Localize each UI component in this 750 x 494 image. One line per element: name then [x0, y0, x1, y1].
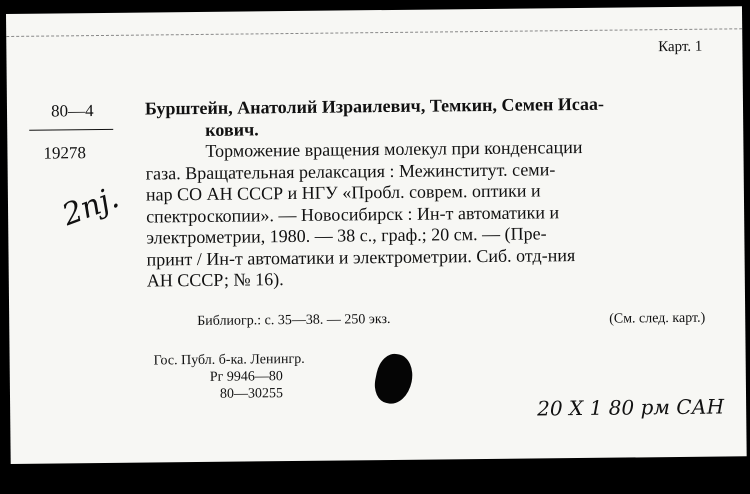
handwritten-bottom-note: 20 X 1 80 рм САН — [537, 394, 725, 421]
library-stamp — [154, 351, 306, 404]
bibliographic-entry — [145, 93, 707, 292]
entry-line: газа. Вращательная релаксация : Межинститут. семи- — [145, 158, 556, 184]
author-heading: Бурштейн, Анатолий Израилевич, Темкин, Семен Исаа- — [144, 93, 605, 119]
classification-divider — [29, 129, 113, 131]
see-next-card-note: (См. след. карт.) — [609, 310, 706, 327]
library-code: Рг 9946—80 — [209, 369, 283, 385]
entry-line: нар СО АН СССР и НГУ «Пробл. соврем. оптики и — [145, 180, 541, 205]
card-label: Карт. 1 — [658, 38, 703, 56]
entry-line: АН СССР; № 16). — [146, 269, 284, 291]
handwritten-mark: 2пj. — [57, 180, 124, 234]
top-dashed-line — [6, 28, 742, 37]
entry-line: принт / Ин-т автоматики и электрометрии. Сиб. отд-ния — [146, 244, 576, 270]
library-number: 80—30255 — [219, 386, 284, 402]
registration-number: 19278 — [43, 143, 87, 163]
entry-line: Торможение вращения молекул при конденсации — [205, 136, 583, 161]
library-name: Гос. Публ. б-ка. Ленингр. — [153, 351, 305, 369]
entry-line: электрометрии, 1980. — 38 с., граф.; 20 см. — (Пре- — [146, 223, 547, 248]
entry-line: спектроскопии». — Новосибирск : Ин-т автоматики и — [146, 201, 560, 227]
author-heading-cont: кович. — [205, 118, 259, 140]
ink-blot — [371, 351, 416, 407]
classification-number: 80—4 — [50, 101, 94, 121]
bibliography-note: Библиогр.: с. 35—38. — 250 экз. — [197, 311, 391, 330]
catalog-card — [6, 6, 747, 464]
